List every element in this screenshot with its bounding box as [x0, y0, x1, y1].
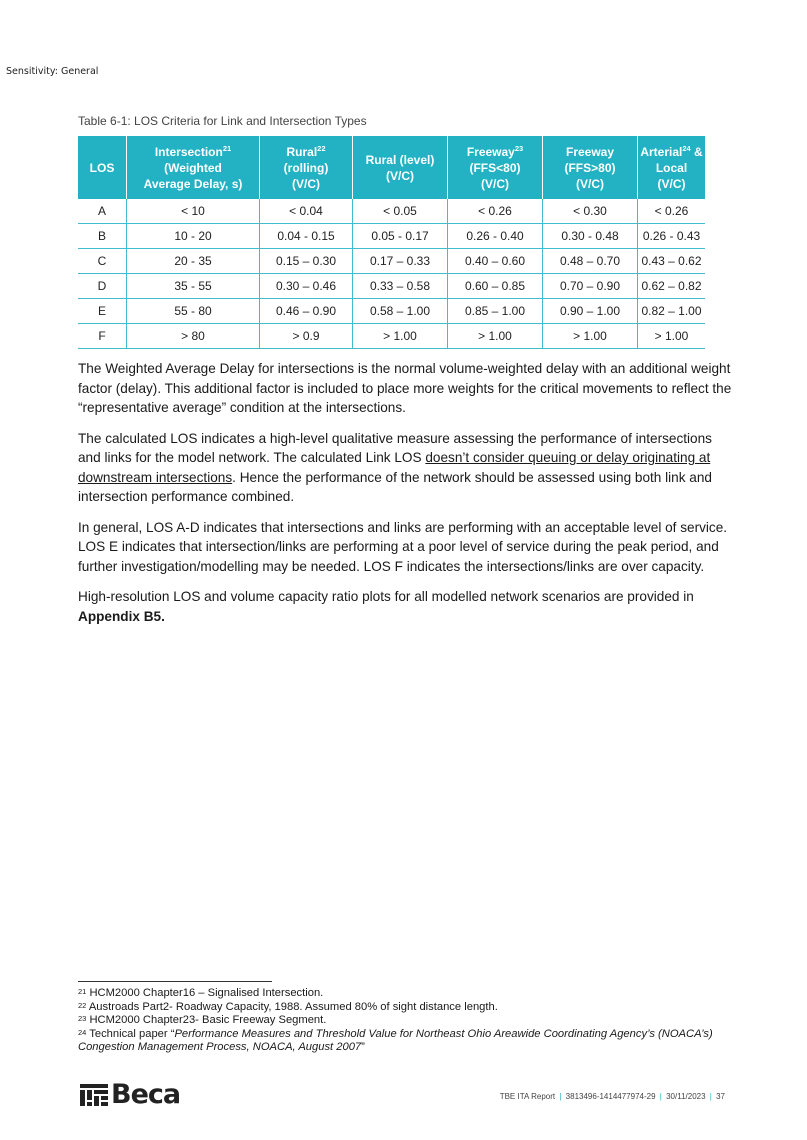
table-cell: 0.60 – 0.85 — [448, 274, 543, 299]
table-row — [78, 299, 705, 324]
table-cell: < 0.04 — [260, 199, 353, 224]
table-cell: < 0.30 — [543, 199, 638, 224]
underlined-note: doesn’t consider queuing or delay originating at downstream intersections — [78, 450, 711, 485]
footer-separator: | — [559, 1092, 562, 1101]
table-cell: 0.46 – 0.90 — [260, 299, 353, 324]
table-cell: D — [78, 274, 127, 299]
footnotes — [78, 987, 738, 1055]
table-cell: 0.70 – 0.90 — [543, 274, 638, 299]
table-row — [78, 249, 705, 274]
table-cell: > 1.00 — [638, 324, 706, 349]
table-cell: E — [78, 299, 127, 324]
table-cell: > 80 — [127, 324, 260, 349]
table-caption: Table 6-1: LOS Criteria for Link and Intersection Types — [78, 114, 367, 128]
table-cell: > 1.00 — [448, 324, 543, 349]
document-ref: 3813496-1414477974-29 — [565, 1092, 656, 1101]
paragraph-los-general: In general, LOS A-D indicates that intersections and links are performing with an acceptable level of service. LOS E indicates that intersection/links are performing at a poor level of service during the peak period, and further investigation/modelling may be needed. LOS F indicates the intersections/links are over capacity. — [78, 519, 728, 574]
table-cell: 0.43 – 0.62 — [638, 249, 706, 274]
paragraph-appendix: High-resolution LOS and volume capacity ratio plots for all modelled network scenarios are provided in Appendix B5. — [78, 589, 694, 624]
paragraph-calculated-los: The calculated LOS indicates a high-level qualitative measure assessing the performance of intersections and links for the model network. The calculated Link LOS doesn’t consider queuing or delay originating at downstream intersections. Hence the performance of the network should be assessed using both link and intersection performance combined. — [78, 430, 712, 504]
table-cell: 0.48 – 0.70 — [543, 249, 638, 274]
table-cell: 55 - 80 — [127, 299, 260, 324]
table-header-row — [78, 136, 705, 199]
table-cell: > 0.9 — [260, 324, 353, 349]
body-text — [78, 359, 738, 637]
table-cell: > 1.00 — [353, 324, 448, 349]
table-cell: < 10 — [127, 199, 260, 224]
header-freeway-ffs-gt-80: Freeway (FFS>80) (V/C) — [543, 136, 638, 199]
footnote-23: $^{23}$ HCM2000 Chapter23- Basic Freeway Segment. — [78, 1014, 327, 1027]
appendix-reference: Appendix B5. — [78, 608, 165, 624]
table-cell: A — [78, 199, 127, 224]
table-cell: 0.05 - 0.17 — [353, 224, 448, 249]
footnote-divider — [78, 981, 272, 982]
table-cell: 20 - 35 — [127, 249, 260, 274]
header-intersection: Intersection$^{21}$ (Weighted Average Delay, s) — [127, 136, 260, 199]
table-cell: 0.17 – 0.33 — [353, 249, 448, 274]
table-cell: 0.15 – 0.30 — [260, 249, 353, 274]
table-cell: 0.62 – 0.82 — [638, 274, 706, 299]
header-rural-rolling: Rural$^{22}$ (rolling) (V/C) — [260, 136, 353, 199]
logo-wordmark: Beca — [111, 1079, 181, 1110]
table-cell: < 0.26 — [448, 199, 543, 224]
table-cell: 0.33 – 0.58 — [353, 274, 448, 299]
beca-logo — [80, 1079, 181, 1110]
table-cell: 0.90 – 1.00 — [543, 299, 638, 324]
table-cell: 0.40 – 0.60 — [448, 249, 543, 274]
page-footer — [500, 1092, 725, 1101]
beca-logo-icon — [80, 1084, 108, 1106]
header-arterial-local: Arterial$^{24}$ & Local (V/C) — [638, 136, 706, 199]
table-row — [78, 274, 705, 299]
paragraph-weighted-delay: The Weighted Average Delay for intersections is the normal volume-weighted delay with an additional weight factor (delay). This additional factor is included to place more weights for the critical movements to reflect the “representative average” condition at the intersections. — [78, 361, 732, 415]
header-los: LOS — [78, 136, 127, 199]
table-cell: 0.30 – 0.46 — [260, 274, 353, 299]
footer-separator: | — [709, 1092, 712, 1101]
footnote-22: $^{22}$ Austroads Part2- Roadway Capacity, 1988. Assumed 80% of sight distance length. — [78, 1000, 498, 1013]
table-cell: 0.04 - 0.15 — [260, 224, 353, 249]
table-cell: 35 - 55 — [127, 274, 260, 299]
table-row — [78, 199, 705, 224]
table-cell: F — [78, 324, 127, 349]
table-cell: < 0.05 — [353, 199, 448, 224]
sensitivity-label: Sensitivity: General — [6, 66, 99, 77]
table-cell: 0.26 - 0.43 — [638, 224, 706, 249]
table-cell: < 0.26 — [638, 199, 706, 224]
table-cell: 0.58 – 1.00 — [353, 299, 448, 324]
table-cell: 0.85 – 1.00 — [448, 299, 543, 324]
table-row — [78, 224, 705, 249]
table-cell: 10 - 20 — [127, 224, 260, 249]
table-cell: 0.30 - 0.48 — [543, 224, 638, 249]
table-cell: C — [78, 249, 127, 274]
table-row — [78, 324, 705, 349]
footer-separator: | — [659, 1092, 662, 1101]
header-rural-level: Rural (level) (V/C) — [353, 136, 448, 199]
footnote-24: $^{24}$ Technical paper “Performance Measures and Threshold Value for Northeast Ohio Areawide Coordinating Agency’s (NOACA’s) Congestion Management Process, NOACA, August 2007” — [78, 1027, 713, 1054]
table-cell: B — [78, 224, 127, 249]
table-cell: > 1.00 — [543, 324, 638, 349]
page-number: 37 — [716, 1092, 725, 1101]
table-cell: 0.26 - 0.40 — [448, 224, 543, 249]
header-freeway-ffs-lt-80: Freeway$^{23}$ (FFS<80) (V/C) — [448, 136, 543, 199]
los-criteria-table — [78, 136, 705, 349]
footnote-21: $^{21}$ HCM2000 Chapter16 – Signalised Intersection. — [78, 987, 324, 999]
report-name: TBE ITA Report — [499, 1092, 556, 1101]
table-cell: 0.82 – 1.00 — [638, 299, 706, 324]
document-date: 30/11/2023 — [666, 1092, 706, 1101]
